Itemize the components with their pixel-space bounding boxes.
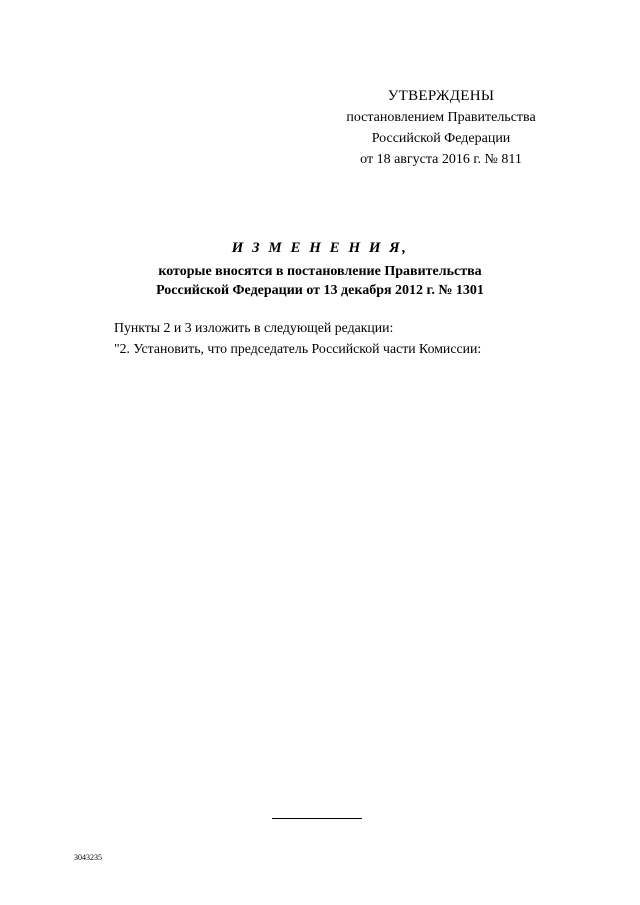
document-body <box>76 318 558 359</box>
body-paragraph: Пункты 2 и 3 изложить в следующей редакции: <box>114 320 394 335</box>
document-code: 3043235 <box>74 853 102 862</box>
approval-line: постановлением Правительства <box>346 110 536 125</box>
document-title: И З М Е Н Е Н И Я, <box>231 240 409 256</box>
document-subtitle <box>100 262 540 300</box>
approval-line: от 18 августа 2016 г. № 811 <box>360 152 522 167</box>
approval-stamp <box>336 86 546 170</box>
approval-heading: УТВЕРЖДЕНЫ <box>387 88 495 104</box>
subtitle-line: которые вносятся в постановление Правительства <box>158 264 482 279</box>
subtitle-line: Российской Федерации от 13 декабря 2012 г. № 1301 <box>156 283 484 298</box>
approval-line: Российской Федерации <box>371 131 511 146</box>
end-divider <box>272 818 362 819</box>
body-paragraph: "2. Установить, что председатель Российской части Комиссии: <box>114 340 482 356</box>
